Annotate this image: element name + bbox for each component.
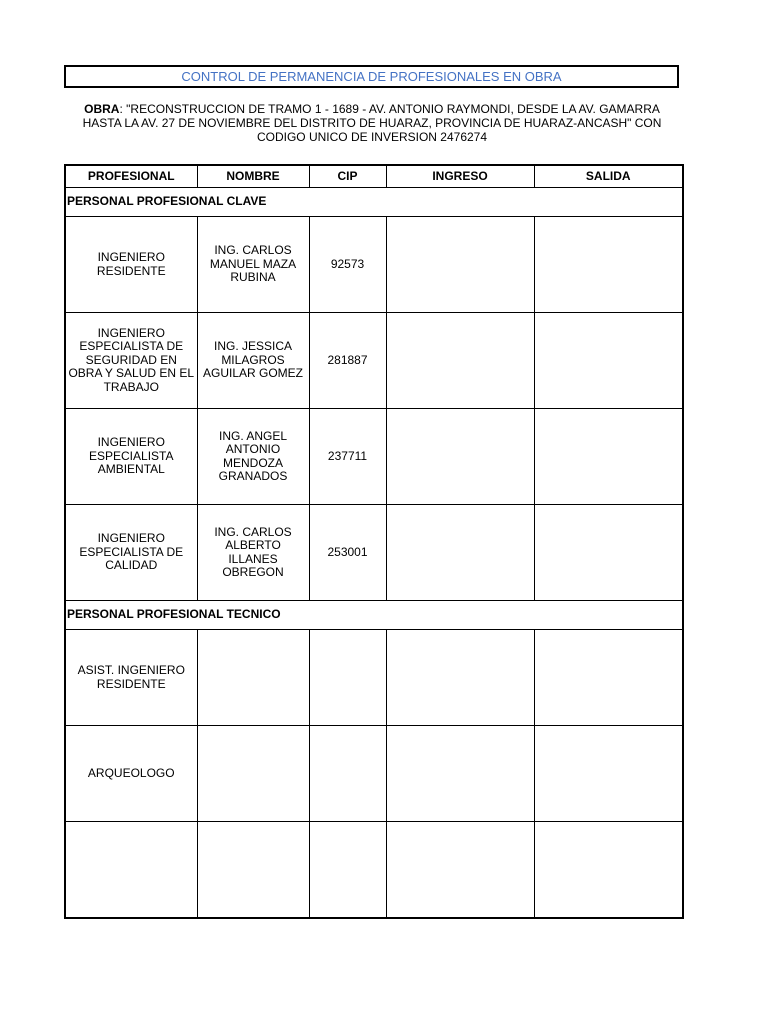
cell-nombre: ING. JESSICA MILAGROS AGUILAR GOMEZ — [197, 313, 309, 409]
cell-salida — [534, 822, 683, 919]
table-row — [65, 822, 683, 919]
cell-salida — [534, 217, 683, 313]
table-row — [65, 409, 683, 505]
header-row — [65, 165, 683, 188]
personnel-table — [64, 164, 684, 919]
cell-cip: 281887 — [309, 313, 386, 409]
cell-profesional — [65, 822, 197, 919]
cell-salida — [534, 630, 683, 726]
cell-ingreso — [386, 313, 534, 409]
table-row — [65, 630, 683, 726]
section-row — [65, 601, 683, 630]
obra-description — [76, 102, 668, 144]
cell-salida — [534, 505, 683, 601]
cell-cip: 253001 — [309, 505, 386, 601]
cell-nombre: ING. ANGEL ANTONIO MENDOZA GRANADOS — [197, 409, 309, 505]
cell-profesional: INGENIERO ESPECIALISTA DE SEGURIDAD EN OBRA Y SALUD EN EL TRABAJO — [65, 313, 197, 409]
obra-text: : "RECONSTRUCCION DE TRAMO 1 - 1689 - AV. ANTONIO RAYMONDI, DESDE LA AV. GAMARRA HASTA LA AV. 27 DE NOVIEMBRE DEL DISTRITO DE HUARAZ, PROVINCIA DE HUARAZ-ANCASH" CON CODIGO UNICO DE INVERSION 2476274 — [82, 102, 662, 144]
header-ingreso: INGRESO — [386, 165, 534, 188]
table-row — [65, 313, 683, 409]
cell-nombre — [197, 726, 309, 822]
document-title-box — [64, 65, 679, 88]
cell-ingreso — [386, 630, 534, 726]
section-title: PERSONAL PROFESIONAL CLAVE — [65, 188, 683, 217]
cell-ingreso — [386, 726, 534, 822]
section-row — [65, 188, 683, 217]
obra-label: OBRA — [84, 102, 120, 116]
header-nombre: NOMBRE — [197, 165, 309, 188]
cell-ingreso — [386, 217, 534, 313]
cell-salida — [534, 726, 683, 822]
cell-profesional: INGENIERO ESPECIALISTA DE CALIDAD — [65, 505, 197, 601]
section-title: PERSONAL PROFESIONAL TECNICO — [65, 601, 683, 630]
table-row — [65, 217, 683, 313]
cell-ingreso — [386, 409, 534, 505]
cell-salida — [534, 409, 683, 505]
cell-ingreso — [386, 505, 534, 601]
header-profesional: PROFESIONAL — [65, 165, 197, 188]
cell-cip: 92573 — [309, 217, 386, 313]
cell-nombre: ING. CARLOS MANUEL MAZA RUBINA — [197, 217, 309, 313]
cell-profesional: INGENIERO RESIDENTE — [65, 217, 197, 313]
table-row — [65, 726, 683, 822]
cell-nombre — [197, 822, 309, 919]
cell-cip — [309, 822, 386, 919]
header-cip: CIP — [309, 165, 386, 188]
document-title: CONTROL DE PERMANENCIA DE PROFESIONALES EN OBRA — [181, 69, 562, 84]
cell-cip: 237711 — [309, 409, 386, 505]
cell-profesional: ASIST. INGENIERO RESIDENTE — [65, 630, 197, 726]
cell-cip — [309, 726, 386, 822]
cell-profesional: ARQUEOLOGO — [65, 726, 197, 822]
header-salida: SALIDA — [534, 165, 683, 188]
cell-cip — [309, 630, 386, 726]
cell-salida — [534, 313, 683, 409]
cell-nombre — [197, 630, 309, 726]
cell-ingreso — [386, 822, 534, 919]
cell-profesional: INGENIERO ESPECIALISTA AMBIENTAL — [65, 409, 197, 505]
cell-nombre: ING. CARLOS ALBERTO ILLANES OBREGON — [197, 505, 309, 601]
table-row — [65, 505, 683, 601]
